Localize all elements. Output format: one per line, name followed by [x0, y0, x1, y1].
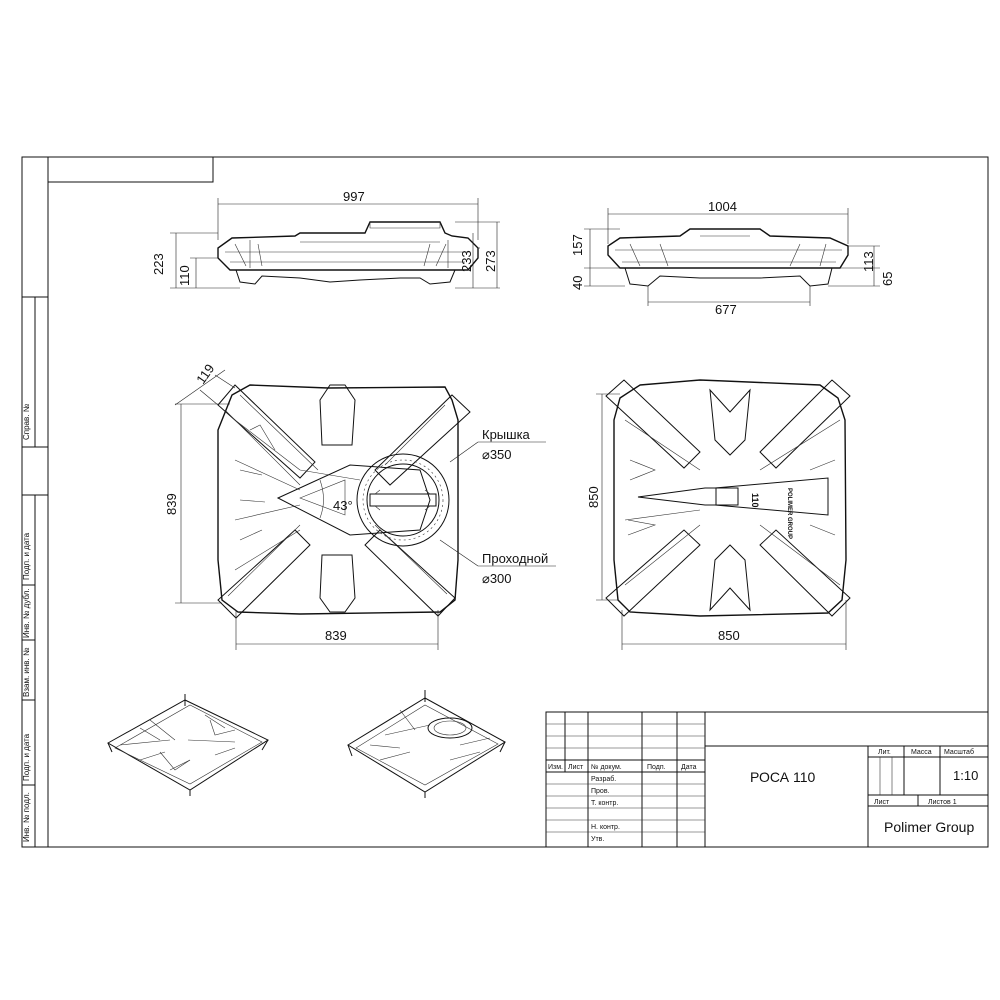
row-label-utv: Утв. [591, 836, 605, 843]
lid-label: Крышка [482, 427, 530, 442]
mass-header: Масса [911, 749, 932, 756]
iso-view-bottom [108, 694, 268, 796]
dim-plan-left-width: 839 [325, 628, 347, 643]
strip-label-2: Инв. № дубл. [22, 588, 31, 638]
row-label-tkontr: Т. контр. [591, 800, 619, 807]
dim-front-h-overall: 273 [483, 250, 498, 272]
dim-front-h-low: 110 [177, 265, 192, 286]
dim-side-h-low: 40 [570, 275, 585, 290]
strip-label-3: Взам. инв. № [22, 647, 31, 697]
sheet-label: Лист [874, 799, 890, 806]
dim-front-h-body: 233 [459, 250, 474, 272]
dim-side-h-right: 113 [861, 251, 876, 272]
col-header-list: Лист [568, 764, 584, 771]
iso-view-top [348, 690, 505, 798]
scale-header: Масштаб [944, 749, 974, 756]
side-view [570, 199, 895, 317]
strip-label-0: Справ. № [22, 403, 31, 440]
row-label-prov: Пров. [591, 788, 610, 795]
dim-side-h-right2: 65 [880, 271, 895, 286]
dim-plan-left-corner: 119 [193, 361, 218, 387]
hatch-label: Проходной [482, 551, 549, 566]
scale-value: 1:10 [953, 768, 979, 783]
strip-label-4: Подп. и дата [22, 733, 31, 781]
row-label-razrab: Разраб. [591, 776, 617, 783]
title-block [546, 712, 988, 847]
dim-plan-right-width: 850 [718, 628, 740, 643]
dim-side-base: 677 [715, 302, 737, 317]
dim-front-h-total: 223 [151, 253, 166, 275]
emboss-text: POLIMER GROUP [786, 488, 792, 540]
lit-header: Лит. [878, 749, 891, 756]
lid-diameter: ⌀350 [482, 447, 512, 462]
side-strip [22, 297, 48, 847]
sheets-label: Листов 1 [928, 799, 957, 806]
front-view [151, 189, 500, 288]
plan-view-top [164, 361, 556, 650]
strip-label-5: Инв. № подл. [22, 792, 31, 842]
row-label-nkontr: Н. контр. [591, 824, 620, 831]
col-header-sign: Подп. [647, 764, 666, 771]
col-header-izm: Изм. [548, 764, 563, 771]
col-header-date: Дата [681, 764, 697, 771]
dim-plan-right-height: 850 [586, 486, 601, 508]
col-header-doc: № докум. [591, 764, 622, 771]
dim-side-h-top: 157 [570, 234, 585, 256]
dim-front-width: 997 [343, 189, 365, 204]
hatch-diameter: ⌀300 [482, 571, 512, 586]
angle-label: 43° [333, 498, 353, 513]
plan-view-bottom [586, 380, 850, 650]
model-code: 110 [750, 493, 760, 508]
product-name: РОСА 110 [750, 769, 816, 785]
strip-label-1: Подп. и дата [22, 532, 31, 580]
company-name: Polimer Group [884, 819, 975, 835]
dim-plan-left-height: 839 [164, 493, 179, 515]
dim-side-width: 1004 [708, 199, 737, 214]
